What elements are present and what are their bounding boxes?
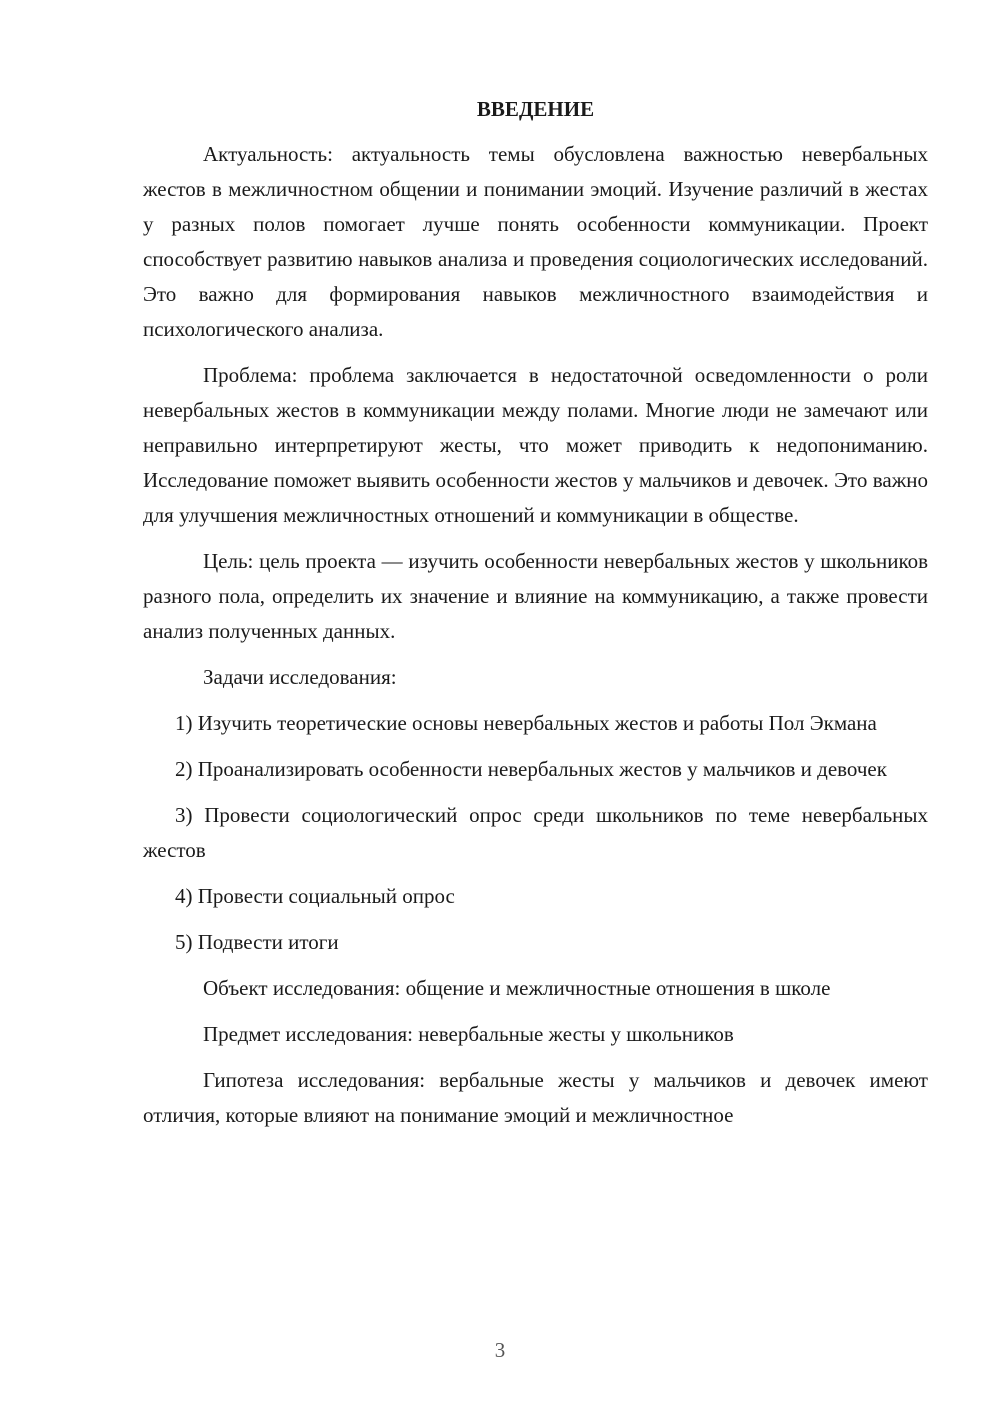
paragraph-relevance: Актуальность: актуальность темы обусловлена важностью невербальных жестов в межличностном общении и понимании эмоций. Изучение различий в жестах у разных полов помогает лучше понять особенности коммуникации. Проект способствует развитию навыков анализа и проведения социологических исследований. Это важно для формирования навыков межличностного взаимодействия и психологического анализа. [143,142,928,341]
paragraph-problem: Проблема: проблема заключается в недостаточной осведомленности о роли невербальных жестов в коммуникации между полами. Многие люди не замечают или неправильно интерпретируют жесты, что может приводить к недопониманию. Исследование поможет выявить особенности жестов у мальчиков и девочек. Это важно для улучшения межличностных отношений и коммуникации в обществе. [143,363,928,527]
section-heading: ВВЕДЕНИЕ [476,97,595,121]
page-number: 3 [494,1338,506,1362]
task-item-4: 4) Провести социальный опрос [175,884,455,908]
paragraph-goal: Цель: цель проекта — изучить особенности невербальных жестов у школьников разного пола, определить их значение и влияние на коммуникацию, а также провести анализ полученных данных. [143,549,928,643]
paragraph-hypothesis: Гипотеза исследования: вербальные жесты у мальчиков и девочек имеют отличия, которые влияют на понимание эмоций и межличностное [143,1068,928,1127]
task-item-1: 1) Изучить теоретические основы невербальных жестов и работы Пол Экмана [175,711,877,735]
paragraph-tasks-title: Задачи исследования: [203,665,397,689]
task-item-2: 2) Проанализировать особенности невербальных жестов у мальчиков и девочек [175,757,887,781]
task-item-3: 3) Провести социологический опрос среди школьников по теме невербальных жестов [143,803,928,862]
paragraph-object: Объект исследования: общение и межличностные отношения в школе [203,976,831,1000]
page-content [143,92,928,1144]
paragraph-subject: Предмет исследования: невербальные жесты у школьников [203,1022,734,1046]
task-item-5: 5) Подвести итоги [175,930,339,954]
